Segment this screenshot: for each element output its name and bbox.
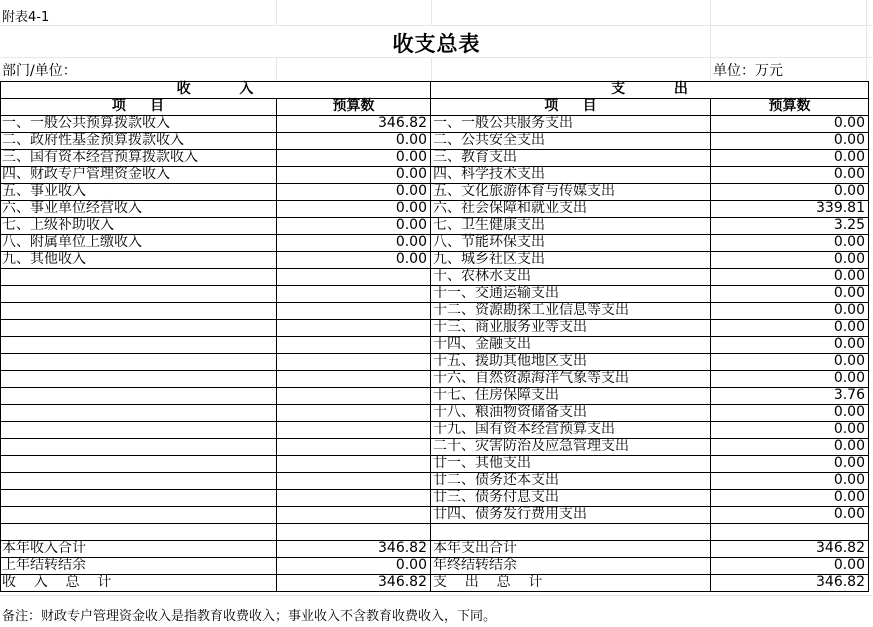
expense-item-value: 0.00 [833,183,865,199]
expense-item-value: 0.00 [833,336,865,352]
expense-item-value: 3.25 [833,217,865,233]
expense-item-name: 八、节能环保支出 [433,234,545,250]
expense-item-name: 廿一、其他支出 [433,455,531,471]
expense-item-name: 六、社会保障和就业支出 [433,200,587,216]
expense-total-value: 0.00 [833,557,865,573]
expense-item-value: 0.00 [833,149,865,165]
expense-col-budget: 预算数 [768,98,811,114]
expense-item-name: 十四、金融支出 [433,336,531,352]
income-total-name: 收 入 总 计 [2,574,112,590]
expense-total-name: 年终结转结余 [433,557,517,573]
income-item-name: 三、国有资本经营预算拨款收入 [2,149,198,165]
income-item-value: 0.00 [395,166,427,182]
expense-item-value: 0.00 [833,421,865,437]
income-item-value: 0.00 [395,200,427,216]
expense-item-name: 十八、粮油物资储备支出 [433,404,587,420]
income-item-value: 0.00 [395,251,427,267]
expense-col-item: 项 目 [544,98,597,114]
expense-item-value: 0.00 [833,302,865,318]
income-header: 收 入 [176,81,254,97]
expense-total-value: 346.82 [816,540,865,556]
expense-item-name: 三、教育支出 [433,149,517,165]
expense-item-value: 0.00 [833,115,865,131]
income-item-name: 二、政府性基金预算拨款收入 [2,132,184,148]
expense-item-value: 0.00 [833,319,865,335]
annex-label: 附表4-1 [2,10,50,25]
income-item-name: 七、上级补助收入 [2,217,114,233]
expense-item-name: 二十、灾害防治及应急管理支出 [433,438,629,454]
expense-item-value: 0.00 [833,370,865,386]
income-item-value: 0.00 [395,149,427,165]
expense-item-name: 廿二、债务还本支出 [433,472,559,488]
income-item-value: 0.00 [395,183,427,199]
income-item-name: 五、事业收入 [2,183,86,199]
expense-item-value: 0.00 [833,166,865,182]
expense-item-value: 3.76 [833,387,865,403]
income-item-value: 0.00 [395,217,427,233]
expense-item-name: 二、公共安全支出 [433,132,545,148]
expense-item-name: 十五、援助其他地区支出 [433,353,587,369]
expense-item-value: 339.81 [816,200,865,216]
expense-item-value: 0.00 [833,506,865,522]
expense-item-name: 十一、交通运输支出 [433,285,559,301]
income-total-value: 346.82 [378,540,427,556]
income-item-value: 0.00 [395,132,427,148]
expense-item-name: 十三、商业服务业等支出 [433,319,587,335]
expense-header: 支 出 [611,81,688,97]
expense-item-name: 十六、自然资源海洋气象等支出 [433,370,629,386]
income-total-value: 346.82 [378,574,427,590]
income-total-name: 本年收入合计 [2,540,86,556]
expense-item-name: 九、城乡社区支出 [433,251,545,267]
expense-item-name: 十七、住房保障支出 [433,387,559,403]
expense-item-value: 0.00 [833,404,865,420]
expense-item-value: 0.00 [833,285,865,301]
expense-total-name: 支 出 总 计 [433,574,543,590]
expense-total-name: 本年支出合计 [433,540,517,556]
footnote: 备注：财政专户管理资金收入是指教育收费收入；事业收入不含教育收费收入，下同。 [2,609,497,624]
expense-item-value: 0.00 [833,268,865,284]
income-total-name: 上年结转结余 [2,557,86,573]
income-total-value: 0.00 [395,557,427,573]
expense-item-value: 0.00 [833,438,865,454]
expense-item-value: 0.00 [833,234,865,250]
unit-label: 单位：万元 [713,63,783,79]
income-item-value: 0.00 [395,234,427,250]
expense-item-name: 十、农林水支出 [433,268,531,284]
expense-item-value: 0.00 [833,472,865,488]
income-item-name: 一、一般公共预算拨款收入 [2,115,170,131]
expense-item-value: 0.00 [833,132,865,148]
income-item-name: 四、财政专户管理资金收入 [2,166,170,182]
expense-item-value: 0.00 [833,455,865,471]
expense-item-name: 四、科学技术支出 [433,166,545,182]
income-item-name: 八、附属单位上缴收入 [2,234,142,250]
row-divider [0,523,869,524]
income-item-value: 346.82 [378,115,427,131]
page-title: 收支总表 [392,32,481,56]
expense-item-value: 0.00 [833,489,865,505]
income-item-name: 六、事业单位经营收入 [2,200,142,216]
expense-item-value: 0.00 [833,251,865,267]
income-col-item: 项 目 [111,98,165,114]
expense-item-name: 廿四、债务发行费用支出 [433,506,587,522]
dept-label: 部门/单位： [2,63,77,79]
expense-item-name: 五、文化旅游体育与传媒支出 [433,183,615,199]
expense-total-value: 346.82 [816,574,865,590]
expense-item-name: 一、一般公共服务支出 [433,115,573,131]
expense-item-name: 廿三、债务付息支出 [433,489,559,505]
income-col-budget: 预算数 [332,98,375,114]
income-item-name: 九、其他收入 [2,251,86,267]
expense-item-name: 十二、资源勘探工业信息等支出 [433,302,629,318]
expense-item-name: 十九、国有资本经营预算支出 [433,421,615,437]
expense-item-value: 0.00 [833,353,865,369]
expense-item-name: 七、卫生健康支出 [433,217,545,233]
